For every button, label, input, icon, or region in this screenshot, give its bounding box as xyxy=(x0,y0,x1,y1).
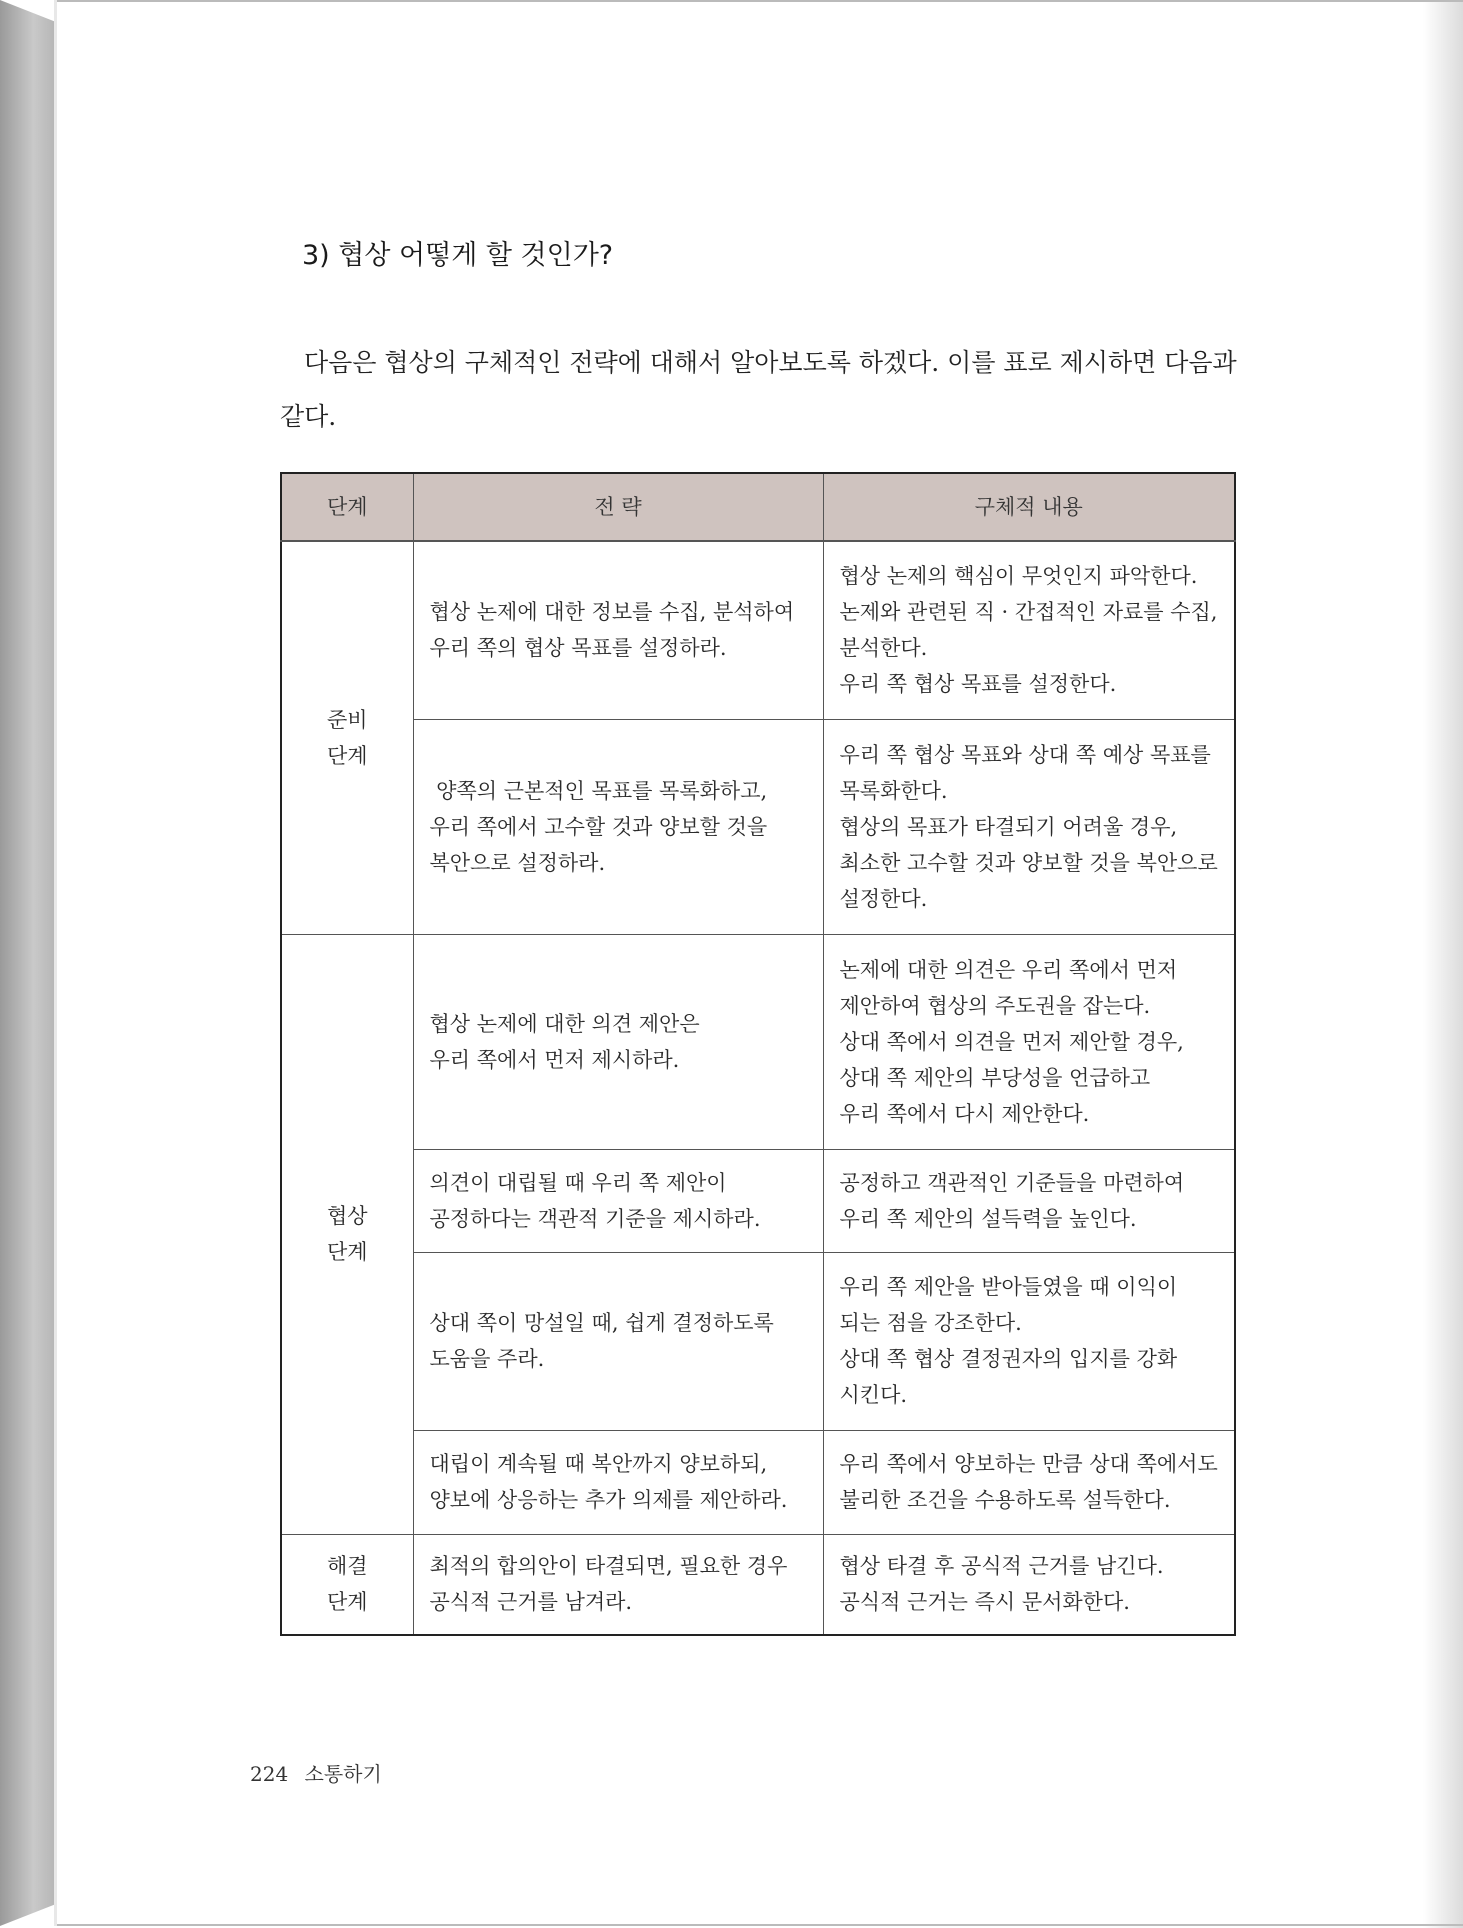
content-line: 분석한다. xyxy=(839,636,928,661)
table-row xyxy=(281,934,1235,1149)
strategy-line: 공식적 근거를 남겨라. xyxy=(429,1590,633,1615)
table-row xyxy=(281,719,1235,934)
content-cell xyxy=(823,1252,1235,1430)
strategy-line: 상대 쪽이 망설일 때, 쉽게 결정하도록 xyxy=(429,1311,774,1335)
strategy-line: 최적의 합의안이 타결되면, 필요한 경우 xyxy=(429,1554,788,1579)
strategy-cell xyxy=(413,1430,823,1534)
stage-label: 단계 xyxy=(326,1590,368,1615)
content-line: 우리 쪽에서 다시 제안한다. xyxy=(839,1101,1090,1126)
table-row xyxy=(281,541,1235,719)
stage-cell-prep xyxy=(281,541,413,934)
page-number: 224 xyxy=(250,1762,289,1786)
content-line: 불리한 조건을 수용하도록 설득한다. xyxy=(839,1488,1171,1512)
content-line: 상대 쪽 협상 결정권자의 입지를 강화 xyxy=(839,1347,1178,1371)
section-name: 소통하기 xyxy=(304,1762,382,1786)
strategy-line: 공정하다는 객관적 기준을 제시하라. xyxy=(429,1206,761,1231)
strategy-line: 복안으로 설정하라. xyxy=(429,850,606,875)
content-cell xyxy=(823,934,1235,1149)
header-stage: 단계 xyxy=(281,473,413,541)
content-line: 논제와 관련된 직 · 간접적인 자료를 수집, xyxy=(839,600,1218,625)
content-line: 우리 쪽 제안의 설득력을 높인다. xyxy=(839,1206,1137,1231)
content-line: 되는 점을 강조한다. xyxy=(839,1311,1022,1335)
content-cell xyxy=(823,541,1235,719)
content-line: 시킨다. xyxy=(839,1383,908,1407)
strategy-line: 양보에 상응하는 추가 의제를 제안하라. xyxy=(429,1488,788,1512)
table-row xyxy=(281,1252,1235,1430)
stage-label: 협상 xyxy=(326,1204,368,1228)
strategy-line: 우리 쪽에서 먼저 제시하라. xyxy=(429,1047,680,1072)
content-line: 협상 논제의 핵심이 무엇인지 파악한다. xyxy=(839,564,1198,589)
table-header-row xyxy=(281,473,1235,541)
content-cell xyxy=(823,719,1235,934)
strategy-cell xyxy=(413,1149,823,1252)
strategy-line: 우리 쪽의 협상 목표를 설정하라. xyxy=(429,636,727,661)
content-cell xyxy=(823,1534,1235,1635)
stage-cell-resolution xyxy=(281,1534,413,1635)
strategy-cell xyxy=(413,934,823,1149)
stage-label: 단계 xyxy=(326,743,368,768)
content-line: 협상의 목표가 타결되기 어려울 경우, xyxy=(839,814,1178,839)
content-line: 목록화한다. xyxy=(839,778,948,803)
intro-line-2: 같다. xyxy=(280,402,337,431)
stage-cell-negotiation xyxy=(281,934,413,1534)
content-cell xyxy=(823,1430,1235,1534)
page-footer xyxy=(250,1758,382,1787)
section-heading: 3) 협상 어떻게 할 것인가? xyxy=(302,240,614,271)
intro-line-1: 다음은 협상의 구체적인 전략에 대해서 알아보도록 하겠다. 이를 표로 제시하면 다음과 xyxy=(304,348,1237,377)
content-line: 설정한다. xyxy=(839,886,928,911)
strategy-line: 도움을 주라. xyxy=(429,1347,545,1371)
content-line: 상대 쪽에서 의견을 먼저 제안할 경우, xyxy=(839,1029,1184,1054)
negotiation-strategy-table xyxy=(280,472,1236,1636)
content-line: 협상 타결 후 공식적 근거를 남긴다. xyxy=(839,1554,1164,1579)
strategy-line: 양쪽의 근본적인 목표를 목록화하고, xyxy=(429,778,768,803)
content-line: 우리 쪽 협상 목표를 설정한다. xyxy=(839,672,1117,697)
content-line: 우리 쪽 제안을 받아들였을 때 이익이 xyxy=(839,1275,1178,1299)
content-line: 최소한 고수할 것과 양보할 것을 복안으로 xyxy=(839,850,1218,875)
strategy-line: 의견이 대립될 때 우리 쪽 제안이 xyxy=(429,1170,727,1195)
intro-paragraph xyxy=(280,336,1240,444)
content-cell xyxy=(823,1149,1235,1252)
content-line: 우리 쪽에서 양보하는 만큼 상대 쪽에서도 xyxy=(839,1452,1218,1476)
stage-label: 준비 xyxy=(326,707,368,732)
book-spine xyxy=(0,0,56,1926)
stage-label: 단계 xyxy=(326,1240,368,1264)
content-line: 공식적 근거는 즉시 문서화한다. xyxy=(839,1590,1130,1615)
header-strategy: 전 략 xyxy=(413,473,823,541)
content-line: 논제에 대한 의견은 우리 쪽에서 먼저 xyxy=(839,957,1178,982)
header-content: 구체적 내용 xyxy=(823,473,1235,541)
strategy-cell xyxy=(413,1534,823,1635)
strategy-line: 협상 논제에 대한 정보를 수집, 분석하여 xyxy=(429,600,795,625)
strategy-cell xyxy=(413,719,823,934)
table-row xyxy=(281,1534,1235,1635)
strategy-line: 우리 쪽에서 고수할 것과 양보할 것을 xyxy=(429,814,768,839)
content-line: 우리 쪽 협상 목표와 상대 쪽 예상 목표를 xyxy=(839,742,1211,767)
strategy-line: 협상 논제에 대한 의견 제안은 xyxy=(429,1011,700,1036)
page-shade xyxy=(1423,2,1463,1928)
stage-label: 해결 xyxy=(326,1554,368,1579)
table-row xyxy=(281,1430,1235,1534)
content-line: 제안하여 협상의 주도권을 잡는다. xyxy=(839,993,1151,1018)
strategy-cell xyxy=(413,541,823,719)
strategy-cell xyxy=(413,1252,823,1430)
content-line: 상대 쪽 제안의 부당성을 언급하고 xyxy=(839,1065,1151,1090)
strategy-line: 대립이 계속될 때 복안까지 양보하되, xyxy=(429,1452,768,1476)
content-line: 공정하고 객관적인 기준들을 마련하여 xyxy=(839,1170,1185,1195)
table-row xyxy=(281,1149,1235,1252)
